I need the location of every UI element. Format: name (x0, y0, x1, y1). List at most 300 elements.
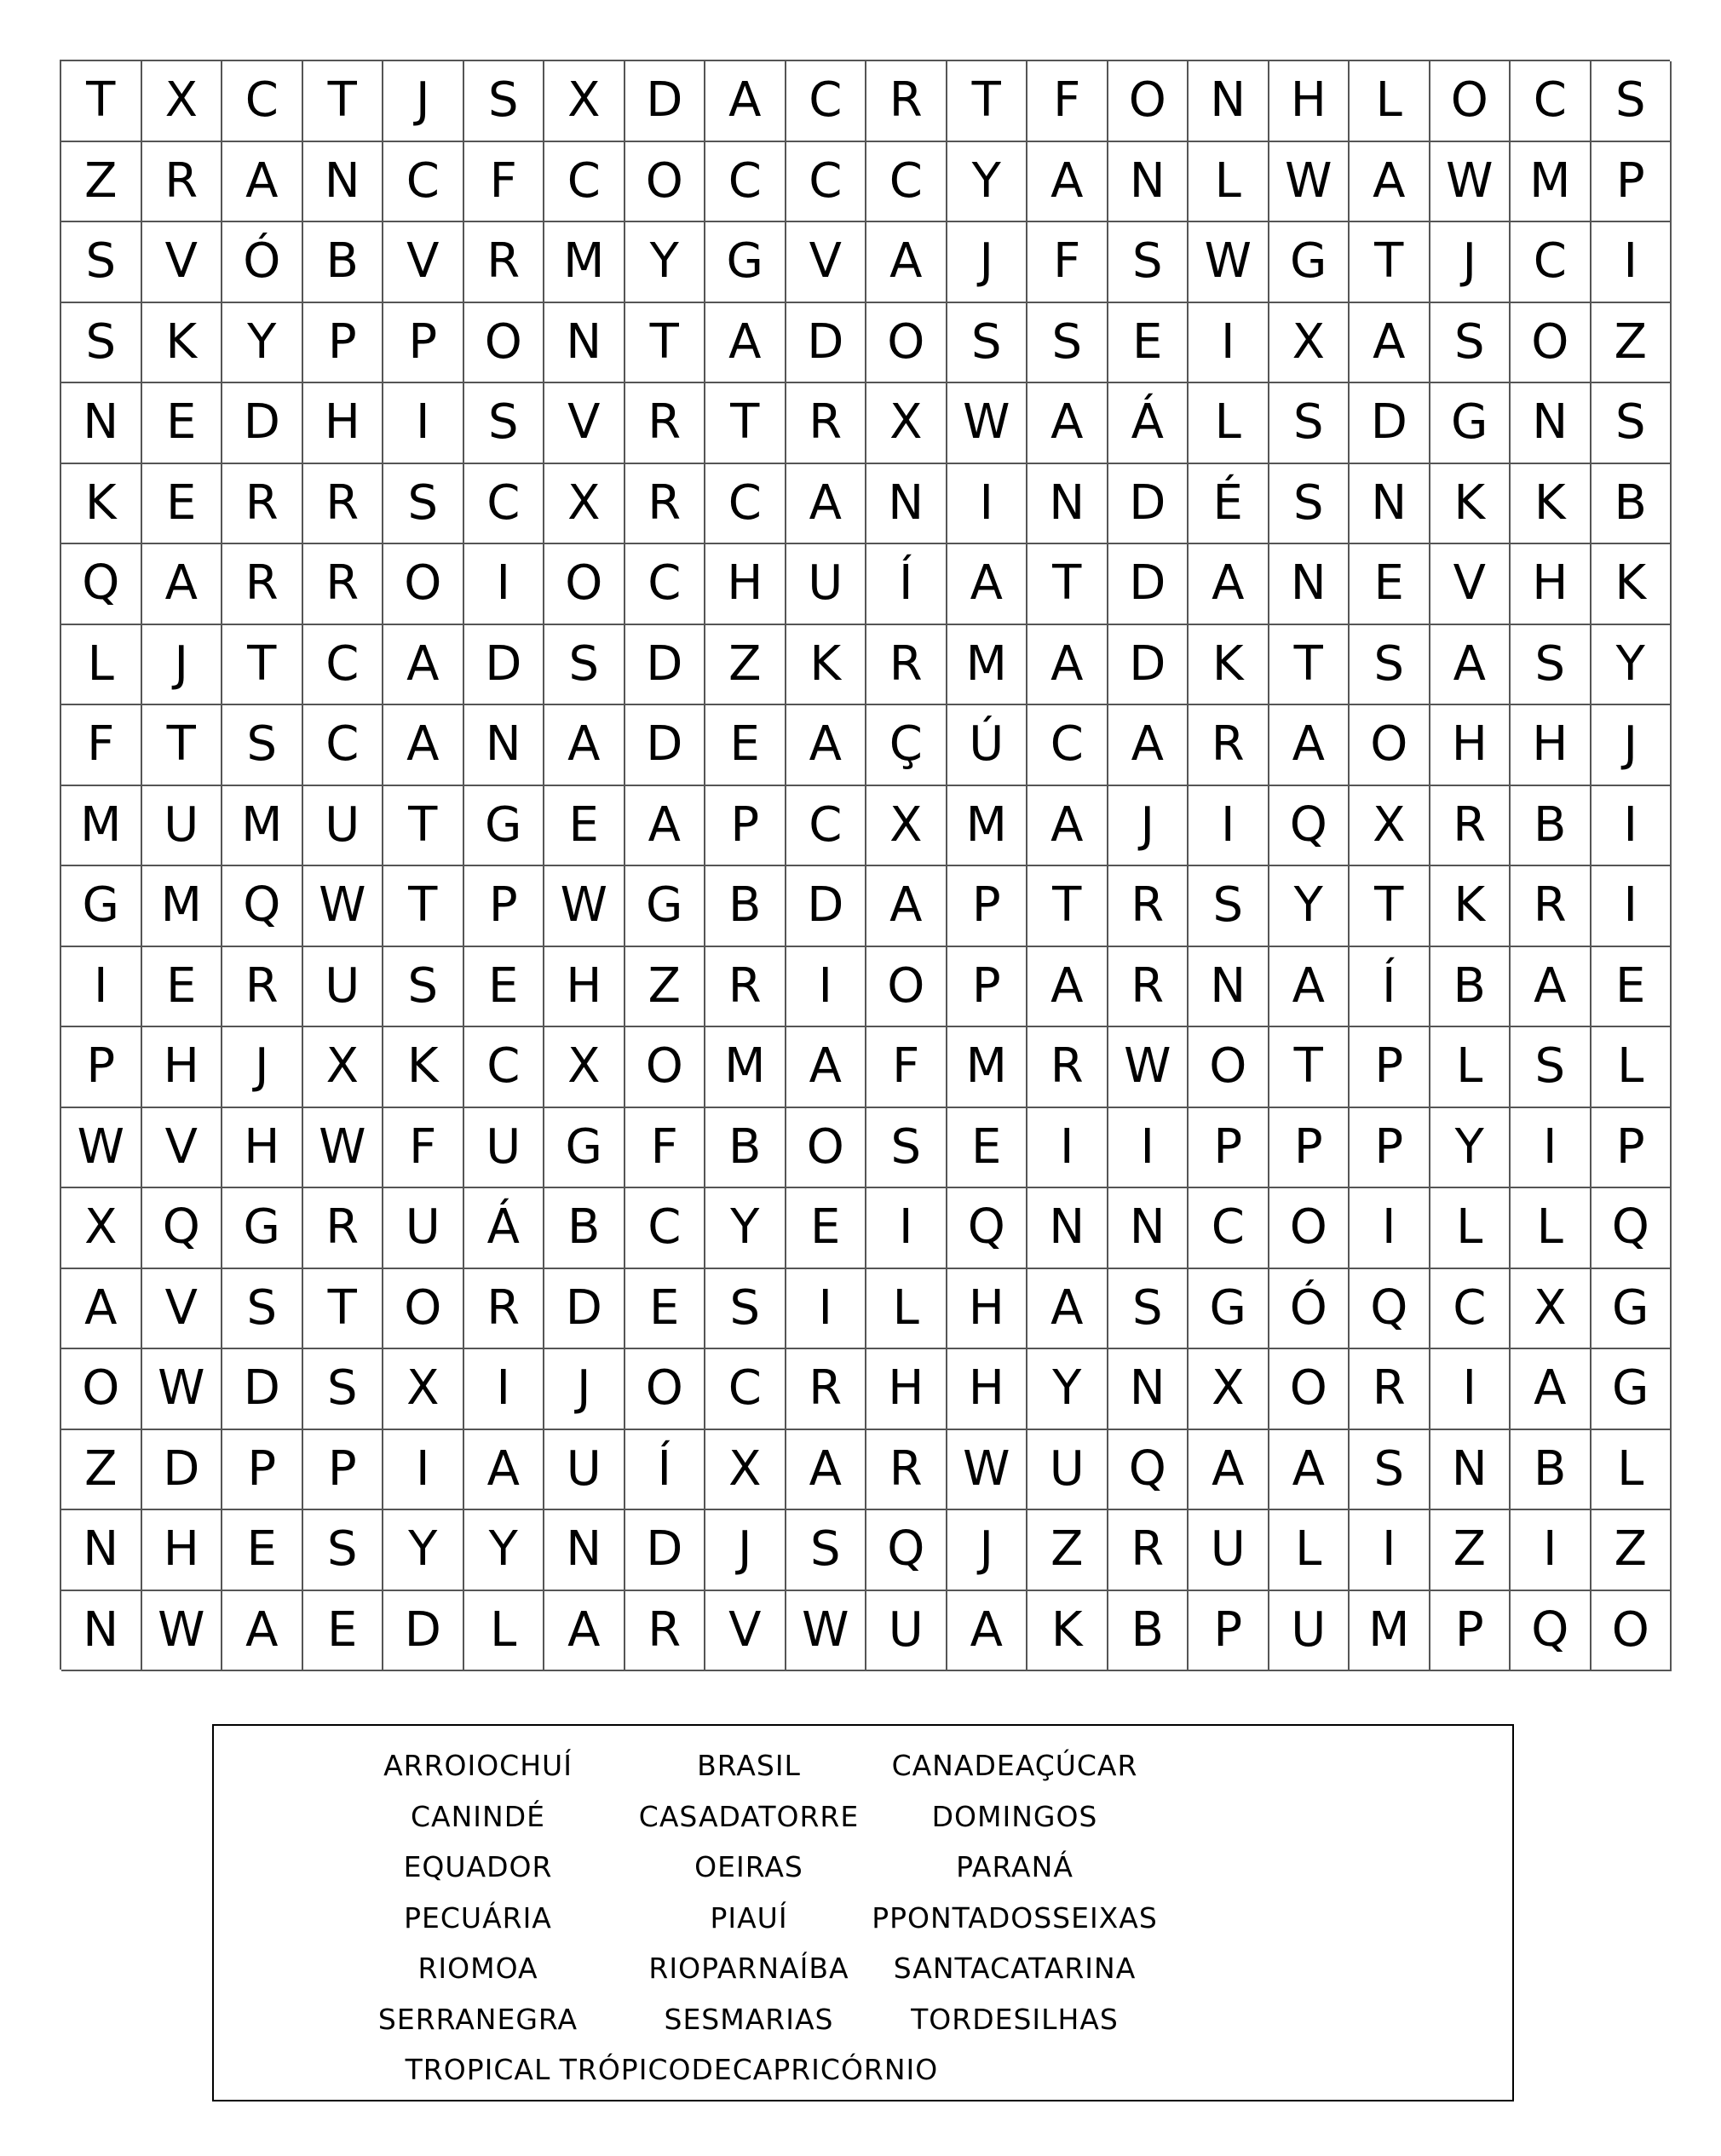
grid-cell[interactable]: G (1591, 1349, 1672, 1430)
grid-cell[interactable]: X (1350, 786, 1430, 867)
grid-cell[interactable]: O (1511, 303, 1591, 384)
grid-cell[interactable]: U (464, 1108, 545, 1189)
grid-cell[interactable]: O (544, 544, 625, 625)
grid-cell[interactable]: D (625, 705, 706, 786)
grid-cell[interactable]: H (947, 1269, 1028, 1350)
grid-cell[interactable]: L (1189, 142, 1269, 223)
grid-cell[interactable]: R (866, 625, 947, 706)
grid-cell[interactable]: M (544, 222, 625, 303)
grid-cell[interactable]: P (1189, 1591, 1269, 1672)
grid-cell[interactable]: H (142, 1027, 223, 1108)
grid-cell[interactable]: Z (625, 947, 706, 1028)
grid-cell[interactable]: Q (947, 1188, 1028, 1269)
grid-cell[interactable]: H (544, 947, 625, 1028)
grid-cell[interactable]: C (705, 1349, 786, 1430)
grid-cell[interactable]: I (1591, 866, 1672, 947)
grid-cell[interactable]: T (1027, 866, 1108, 947)
grid-cell[interactable]: R (786, 1349, 867, 1430)
grid-cell[interactable]: P (1189, 1108, 1269, 1189)
grid-cell[interactable]: P (383, 303, 464, 384)
grid-cell[interactable]: C (1430, 1269, 1511, 1350)
grid-cell[interactable]: A (383, 625, 464, 706)
grid-cell[interactable]: R (222, 947, 303, 1028)
grid-cell[interactable]: U (303, 947, 384, 1028)
grid-cell[interactable]: C (303, 625, 384, 706)
grid-cell[interactable]: D (222, 1349, 303, 1430)
grid-cell[interactable]: R (222, 544, 303, 625)
grid-cell[interactable]: P (1591, 1108, 1672, 1189)
grid-cell[interactable]: O (1350, 705, 1430, 786)
grid-cell[interactable]: Q (1350, 1269, 1430, 1350)
grid-cell[interactable]: D (383, 1591, 464, 1672)
grid-cell[interactable]: R (625, 464, 706, 545)
grid-cell[interactable]: I (866, 1188, 947, 1269)
grid-cell[interactable]: R (625, 383, 706, 464)
grid-cell[interactable]: R (1189, 705, 1269, 786)
grid-cell[interactable]: R (222, 464, 303, 545)
grid-cell[interactable]: K (1430, 464, 1511, 545)
grid-cell[interactable]: W (61, 1108, 142, 1189)
grid-cell[interactable]: X (1269, 303, 1350, 384)
grid-cell[interactable]: E (142, 464, 223, 545)
grid-cell[interactable]: G (625, 866, 706, 947)
grid-cell[interactable]: R (1108, 866, 1189, 947)
grid-cell[interactable]: Z (1430, 1510, 1511, 1591)
grid-cell[interactable]: U (383, 1188, 464, 1269)
grid-cell[interactable]: S (464, 383, 545, 464)
grid-cell[interactable]: C (786, 786, 867, 867)
grid-cell[interactable]: G (222, 1188, 303, 1269)
grid-cell[interactable]: B (1591, 464, 1672, 545)
grid-cell[interactable]: K (383, 1027, 464, 1108)
grid-cell[interactable]: E (705, 705, 786, 786)
grid-cell[interactable]: Q (1108, 1430, 1189, 1511)
grid-cell[interactable]: S (1027, 303, 1108, 384)
grid-cell[interactable]: C (705, 142, 786, 223)
grid-cell[interactable]: C (383, 142, 464, 223)
grid-cell[interactable]: S (1189, 866, 1269, 947)
grid-cell[interactable]: S (1269, 383, 1350, 464)
grid-cell[interactable]: B (1108, 1591, 1189, 1672)
grid-cell[interactable]: I (947, 464, 1028, 545)
grid-cell[interactable]: E (625, 1269, 706, 1350)
grid-cell[interactable]: L (464, 1591, 545, 1672)
grid-cell[interactable]: M (705, 1027, 786, 1108)
grid-cell[interactable]: N (303, 142, 384, 223)
grid-cell[interactable]: A (786, 705, 867, 786)
grid-cell[interactable]: N (544, 1510, 625, 1591)
grid-cell[interactable]: O (625, 142, 706, 223)
grid-cell[interactable]: B (1511, 786, 1591, 867)
grid-cell[interactable]: W (142, 1591, 223, 1672)
grid-cell[interactable]: A (625, 786, 706, 867)
grid-cell[interactable]: D (625, 625, 706, 706)
grid-cell[interactable]: K (1511, 464, 1591, 545)
grid-cell[interactable]: M (222, 786, 303, 867)
grid-cell[interactable]: J (544, 1349, 625, 1430)
grid-cell[interactable]: I (786, 947, 867, 1028)
grid-cell[interactable]: C (786, 61, 867, 142)
grid-cell[interactable]: R (303, 464, 384, 545)
grid-cell[interactable]: R (866, 1430, 947, 1511)
grid-cell[interactable]: B (705, 1108, 786, 1189)
grid-cell[interactable]: T (1269, 625, 1350, 706)
grid-cell[interactable]: T (947, 61, 1028, 142)
grid-cell[interactable]: N (1027, 464, 1108, 545)
grid-cell[interactable]: S (383, 947, 464, 1028)
grid-cell[interactable]: G (544, 1108, 625, 1189)
grid-cell[interactable]: X (1189, 1349, 1269, 1430)
grid-cell[interactable]: E (142, 383, 223, 464)
grid-cell[interactable]: U (1027, 1430, 1108, 1511)
grid-cell[interactable]: O (625, 1027, 706, 1108)
grid-cell[interactable]: H (1430, 705, 1511, 786)
grid-cell[interactable]: L (1430, 1027, 1511, 1108)
grid-cell[interactable]: T (1027, 544, 1108, 625)
grid-cell[interactable]: P (947, 866, 1028, 947)
grid-cell[interactable]: D (786, 303, 867, 384)
grid-cell[interactable]: H (866, 1349, 947, 1430)
grid-cell[interactable]: Q (1269, 786, 1350, 867)
grid-cell[interactable]: A (464, 1430, 545, 1511)
grid-cell[interactable]: D (1108, 464, 1189, 545)
grid-cell[interactable]: G (464, 786, 545, 867)
grid-cell[interactable]: Y (464, 1510, 545, 1591)
grid-cell[interactable]: A (61, 1269, 142, 1350)
grid-cell[interactable]: A (544, 705, 625, 786)
grid-cell[interactable]: O (1108, 61, 1189, 142)
grid-cell[interactable]: O (1269, 1349, 1350, 1430)
grid-cell[interactable]: E (142, 947, 223, 1028)
grid-cell[interactable]: J (705, 1510, 786, 1591)
grid-cell[interactable]: S (383, 464, 464, 545)
grid-cell[interactable]: Y (1430, 1108, 1511, 1189)
grid-cell[interactable]: X (61, 1188, 142, 1269)
grid-cell[interactable]: B (705, 866, 786, 947)
grid-cell[interactable]: E (786, 1188, 867, 1269)
grid-cell[interactable]: A (1269, 705, 1350, 786)
grid-cell[interactable]: I (1189, 786, 1269, 867)
grid-cell[interactable]: V (544, 383, 625, 464)
grid-cell[interactable]: A (705, 303, 786, 384)
grid-cell[interactable]: B (1430, 947, 1511, 1028)
grid-cell[interactable]: Z (61, 1430, 142, 1511)
grid-cell[interactable]: G (705, 222, 786, 303)
grid-cell[interactable]: T (303, 61, 384, 142)
grid-cell[interactable]: D (1108, 625, 1189, 706)
grid-cell[interactable]: C (625, 544, 706, 625)
grid-cell[interactable]: G (1269, 222, 1350, 303)
grid-cell[interactable]: H (303, 383, 384, 464)
grid-cell[interactable]: N (1108, 1188, 1189, 1269)
grid-cell[interactable]: B (303, 222, 384, 303)
grid-cell[interactable]: A (1108, 705, 1189, 786)
grid-cell[interactable]: H (1269, 61, 1350, 142)
grid-cell[interactable]: S (464, 61, 545, 142)
grid-cell[interactable]: K (142, 303, 223, 384)
grid-cell[interactable]: D (1350, 383, 1430, 464)
grid-cell[interactable]: J (1591, 705, 1672, 786)
grid-cell[interactable]: S (1269, 464, 1350, 545)
grid-cell[interactable]: B (1511, 1430, 1591, 1511)
grid-cell[interactable]: U (303, 786, 384, 867)
grid-cell[interactable]: C (786, 142, 867, 223)
grid-cell[interactable]: S (947, 303, 1028, 384)
grid-cell[interactable]: R (1027, 1027, 1108, 1108)
grid-cell[interactable]: J (1108, 786, 1189, 867)
grid-cell[interactable]: I (1591, 222, 1672, 303)
grid-cell[interactable]: A (544, 1591, 625, 1672)
grid-cell[interactable]: A (947, 544, 1028, 625)
grid-cell[interactable]: C (625, 1188, 706, 1269)
grid-cell[interactable]: R (303, 544, 384, 625)
grid-cell[interactable]: A (786, 464, 867, 545)
grid-cell[interactable]: S (1591, 61, 1672, 142)
grid-cell[interactable]: M (947, 1027, 1028, 1108)
grid-cell[interactable]: K (1189, 625, 1269, 706)
grid-cell[interactable]: C (705, 464, 786, 545)
grid-cell[interactable]: L (1189, 383, 1269, 464)
grid-cell[interactable]: G (1189, 1269, 1269, 1350)
grid-cell[interactable]: N (544, 303, 625, 384)
grid-cell[interactable]: W (947, 383, 1028, 464)
grid-cell[interactable]: I (61, 947, 142, 1028)
grid-cell[interactable]: A (1269, 947, 1350, 1028)
grid-cell[interactable]: U (786, 544, 867, 625)
grid-cell[interactable]: L (61, 625, 142, 706)
grid-cell[interactable]: A (222, 142, 303, 223)
grid-cell[interactable]: U (866, 1591, 947, 1672)
grid-cell[interactable]: H (222, 1108, 303, 1189)
grid-cell[interactable]: I (1511, 1510, 1591, 1591)
grid-cell[interactable]: D (142, 1430, 223, 1511)
grid-cell[interactable]: X (544, 1027, 625, 1108)
grid-cell[interactable]: I (786, 1269, 867, 1350)
grid-cell[interactable]: O (866, 947, 947, 1028)
grid-cell[interactable]: P (1350, 1108, 1430, 1189)
grid-cell[interactable]: N (61, 1591, 142, 1672)
grid-cell[interactable]: R (142, 142, 223, 223)
grid-cell[interactable]: E (222, 1510, 303, 1591)
grid-cell[interactable]: C (1189, 1188, 1269, 1269)
grid-cell[interactable]: D (464, 625, 545, 706)
grid-cell[interactable]: P (464, 866, 545, 947)
grid-cell[interactable]: A (1027, 786, 1108, 867)
grid-cell[interactable]: Q (222, 866, 303, 947)
grid-cell[interactable]: A (1350, 142, 1430, 223)
grid-cell[interactable]: G (1591, 1269, 1672, 1350)
grid-cell[interactable]: Q (1511, 1591, 1591, 1672)
grid-cell[interactable]: A (1269, 1430, 1350, 1511)
grid-cell[interactable]: U (142, 786, 223, 867)
grid-cell[interactable]: V (142, 222, 223, 303)
grid-cell[interactable]: L (1591, 1027, 1672, 1108)
grid-cell[interactable]: R (625, 1591, 706, 1672)
grid-cell[interactable]: S (1430, 303, 1511, 384)
grid-cell[interactable]: V (142, 1269, 223, 1350)
grid-cell[interactable]: Á (1108, 383, 1189, 464)
grid-cell[interactable]: D (625, 61, 706, 142)
grid-cell[interactable]: I (1350, 1188, 1430, 1269)
grid-cell[interactable]: Y (625, 222, 706, 303)
grid-cell[interactable]: C (303, 705, 384, 786)
grid-cell[interactable]: L (1350, 61, 1430, 142)
grid-cell[interactable]: F (625, 1108, 706, 1189)
grid-cell[interactable]: E (303, 1591, 384, 1672)
grid-cell[interactable]: O (383, 544, 464, 625)
grid-cell[interactable]: W (1108, 1027, 1189, 1108)
grid-cell[interactable]: C (866, 142, 947, 223)
grid-cell[interactable]: J (947, 1510, 1028, 1591)
grid-cell[interactable]: P (1591, 142, 1672, 223)
grid-cell[interactable]: D (544, 1269, 625, 1350)
grid-cell[interactable]: L (866, 1269, 947, 1350)
grid-cell[interactable]: S (1350, 1430, 1430, 1511)
grid-cell[interactable]: X (1511, 1269, 1591, 1350)
grid-cell[interactable]: A (1350, 303, 1430, 384)
grid-cell[interactable]: Q (1591, 1188, 1672, 1269)
grid-cell[interactable]: S (1591, 383, 1672, 464)
grid-cell[interactable]: X (866, 383, 947, 464)
grid-cell[interactable]: P (947, 947, 1028, 1028)
grid-cell[interactable]: N (1189, 947, 1269, 1028)
grid-cell[interactable]: F (1027, 61, 1108, 142)
grid-cell[interactable]: C (1511, 222, 1591, 303)
grid-cell[interactable]: Í (1350, 947, 1430, 1028)
grid-cell[interactable]: Y (1269, 866, 1350, 947)
grid-cell[interactable]: X (705, 1430, 786, 1511)
grid-cell[interactable]: H (1511, 705, 1591, 786)
grid-cell[interactable]: C (222, 61, 303, 142)
grid-cell[interactable]: P (1350, 1027, 1430, 1108)
grid-cell[interactable]: Ó (222, 222, 303, 303)
grid-cell[interactable]: P (222, 1430, 303, 1511)
grid-cell[interactable]: N (1511, 383, 1591, 464)
grid-cell[interactable]: Á (464, 1188, 545, 1269)
grid-cell[interactable]: I (1511, 1108, 1591, 1189)
grid-cell[interactable]: W (303, 866, 384, 947)
grid-cell[interactable]: Z (1591, 1510, 1672, 1591)
grid-cell[interactable]: D (625, 1510, 706, 1591)
grid-cell[interactable]: O (383, 1269, 464, 1350)
grid-cell[interactable]: J (222, 1027, 303, 1108)
grid-cell[interactable]: U (1269, 1591, 1350, 1672)
grid-cell[interactable]: K (61, 464, 142, 545)
grid-cell[interactable]: B (544, 1188, 625, 1269)
grid-cell[interactable]: W (1269, 142, 1350, 223)
grid-cell[interactable]: P (303, 1430, 384, 1511)
grid-cell[interactable]: S (303, 1510, 384, 1591)
grid-cell[interactable]: E (544, 786, 625, 867)
grid-cell[interactable]: H (142, 1510, 223, 1591)
grid-cell[interactable]: O (1591, 1591, 1672, 1672)
grid-cell[interactable]: S (544, 625, 625, 706)
grid-cell[interactable]: Z (1027, 1510, 1108, 1591)
grid-cell[interactable]: A (142, 544, 223, 625)
grid-cell[interactable]: J (947, 222, 1028, 303)
grid-cell[interactable]: Y (1591, 625, 1672, 706)
grid-cell[interactable]: M (142, 866, 223, 947)
grid-cell[interactable]: É (1189, 464, 1269, 545)
grid-cell[interactable]: K (786, 625, 867, 706)
grid-cell[interactable]: A (1430, 625, 1511, 706)
grid-cell[interactable]: R (1108, 1510, 1189, 1591)
grid-cell[interactable]: V (142, 1108, 223, 1189)
grid-cell[interactable]: T (61, 61, 142, 142)
grid-cell[interactable]: N (866, 464, 947, 545)
grid-cell[interactable]: G (61, 866, 142, 947)
grid-cell[interactable]: I (1591, 786, 1672, 867)
grid-cell[interactable]: H (705, 544, 786, 625)
grid-cell[interactable]: A (1027, 947, 1108, 1028)
grid-cell[interactable]: E (1350, 544, 1430, 625)
grid-cell[interactable]: T (383, 786, 464, 867)
grid-cell[interactable]: A (786, 1027, 867, 1108)
grid-cell[interactable]: L (1269, 1510, 1350, 1591)
grid-cell[interactable]: S (1350, 625, 1430, 706)
grid-cell[interactable]: N (1189, 61, 1269, 142)
grid-cell[interactable]: N (1430, 1430, 1511, 1511)
grid-cell[interactable]: E (464, 947, 545, 1028)
grid-cell[interactable]: D (1108, 544, 1189, 625)
grid-cell[interactable]: I (1350, 1510, 1430, 1591)
grid-cell[interactable]: Y (705, 1188, 786, 1269)
grid-cell[interactable]: R (464, 1269, 545, 1350)
grid-cell[interactable]: E (1108, 303, 1189, 384)
grid-cell[interactable]: I (1430, 1349, 1511, 1430)
grid-cell[interactable]: A (1027, 625, 1108, 706)
grid-cell[interactable]: X (142, 61, 223, 142)
grid-cell[interactable]: N (1350, 464, 1430, 545)
grid-cell[interactable]: N (1108, 142, 1189, 223)
grid-cell[interactable]: W (544, 866, 625, 947)
grid-cell[interactable]: C (464, 464, 545, 545)
grid-cell[interactable]: S (866, 1108, 947, 1189)
grid-cell[interactable]: O (866, 303, 947, 384)
grid-cell[interactable]: I (464, 544, 545, 625)
grid-cell[interactable]: H (947, 1349, 1028, 1430)
grid-cell[interactable]: S (1108, 1269, 1189, 1350)
grid-cell[interactable]: K (1027, 1591, 1108, 1672)
grid-cell[interactable]: M (1350, 1591, 1430, 1672)
grid-cell[interactable]: O (61, 1349, 142, 1430)
grid-cell[interactable]: Q (61, 544, 142, 625)
grid-cell[interactable]: T (1269, 1027, 1350, 1108)
grid-cell[interactable]: U (544, 1430, 625, 1511)
grid-cell[interactable]: C (464, 1027, 545, 1108)
grid-cell[interactable]: Z (705, 625, 786, 706)
grid-cell[interactable]: Ç (866, 705, 947, 786)
grid-cell[interactable]: N (464, 705, 545, 786)
grid-cell[interactable]: S (222, 1269, 303, 1350)
grid-cell[interactable]: S (705, 1269, 786, 1350)
grid-cell[interactable]: I (383, 383, 464, 464)
grid-cell[interactable]: I (383, 1430, 464, 1511)
grid-cell[interactable]: O (464, 303, 545, 384)
grid-cell[interactable]: N (1269, 544, 1350, 625)
grid-cell[interactable]: A (1511, 947, 1591, 1028)
grid-cell[interactable]: L (1430, 1188, 1511, 1269)
grid-cell[interactable]: F (61, 705, 142, 786)
grid-cell[interactable]: T (1350, 866, 1430, 947)
grid-cell[interactable]: E (1591, 947, 1672, 1028)
grid-cell[interactable]: K (1591, 544, 1672, 625)
grid-cell[interactable]: I (1027, 1108, 1108, 1189)
grid-cell[interactable]: S (61, 303, 142, 384)
grid-cell[interactable]: J (1430, 222, 1511, 303)
grid-cell[interactable]: A (705, 61, 786, 142)
grid-cell[interactable]: P (61, 1027, 142, 1108)
